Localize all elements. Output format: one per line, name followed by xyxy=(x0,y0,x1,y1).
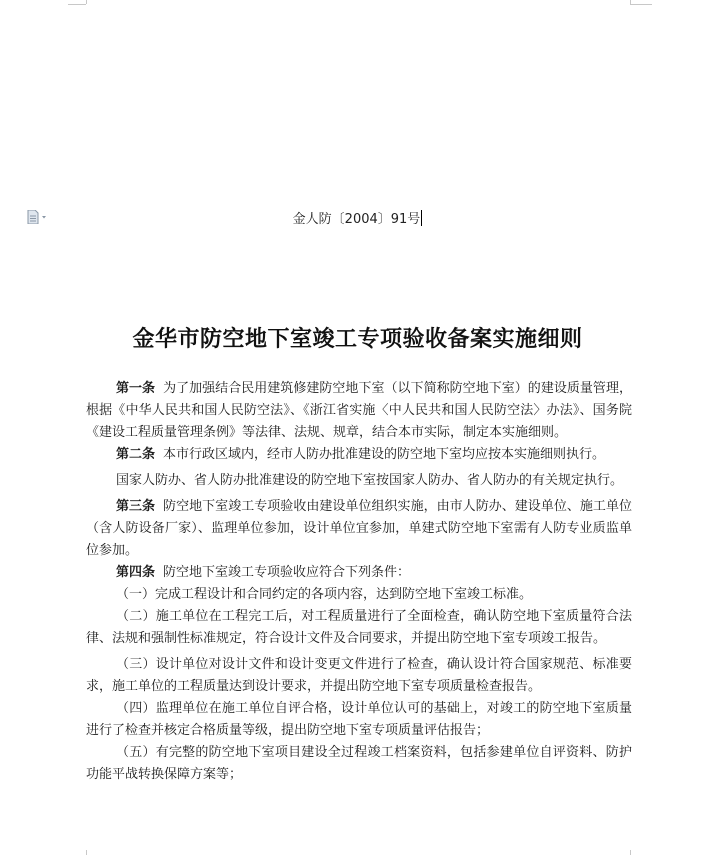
page-corner-mark xyxy=(630,4,652,5)
paragraph-text: 国家人防办、省人防办批准建设的防空地下室按国家人防办、省人防办的有关规定执行。 xyxy=(116,473,624,488)
paragraph-text: 防空地下室竣工专项验收应符合下列条件： xyxy=(163,565,411,580)
document-number: 金人防〔2004〕91号 xyxy=(292,212,421,227)
page-corner-mark xyxy=(68,4,86,5)
paragraph xyxy=(86,470,632,492)
paragraph xyxy=(86,698,632,742)
paragraph-text: （二）施工单位在工程完工后，对工程质量进行了全面检查，确认防空地下室质量符合法律、法规和强制性标准规定，符合设计文件及合同要求，并提出防空地下室专项竣工报告。 xyxy=(86,609,632,646)
paragraph-text: 本市行政区域内，经市人防办批准建设的防空地下室均应按本实施细则执行。 xyxy=(163,447,606,462)
paragraph xyxy=(86,742,632,786)
paragraph xyxy=(86,562,632,584)
document-body[interactable] xyxy=(86,378,632,786)
article-label: 第一条 xyxy=(116,381,156,396)
paragraph-text: 防空地下室竣工专项验收由建设单位组织实施，由市人防办、建设单位、施工单位（含人防设备厂家）、监理单位参加，设计单位宜参加，单建式防空地下室需有人防专业质监单位参加。 xyxy=(86,499,632,558)
paragraph xyxy=(86,496,632,562)
paragraph-text: （一）完成工程设计和合同约定的各项内容，达到防空地下室竣工标准。 xyxy=(116,587,533,602)
paragraph-text: （五）有完整的防空地下室项目建设全过程竣工档案资料，包括参建单位自评资料、防护功能平战转换保障方案等； xyxy=(86,745,632,782)
paragraph xyxy=(86,378,632,444)
text-cursor xyxy=(421,210,422,226)
paragraph xyxy=(86,584,632,606)
page-corner-mark xyxy=(630,850,649,855)
paragraph-text: 为了加强结合民用建筑修建防空地下室（以下简称防空地下室）的建设质量管理，根据《中华人民共和国人民防空法》、《浙江省实施〈中人民共和国人民防空法〉办法》、国务院《建设工程质量管理条例》等法律、法规、规章，结合本市实际，制定本实施细则。 xyxy=(86,381,632,440)
article-label: 第三条 xyxy=(116,499,156,514)
article-label: 第四条 xyxy=(116,565,156,580)
paragraph xyxy=(86,606,632,650)
document-number-line[interactable] xyxy=(0,208,715,227)
paragraph-text: （四）监理单位在施工单位自评合格，设计单位认可的基础上，对竣工的防空地下室质量进行了检查并核定合格质量等级，提出防空地下室专项质量评估报告； xyxy=(86,701,632,738)
document-title: 金华市防空地下室竣工专项验收备案实施细则 xyxy=(132,326,583,352)
page-corner-mark xyxy=(68,850,87,855)
paragraph-text: （三）设计单位对设计文件和设计变更文件进行了检查，确认设计符合国家规范、标准要求，施工单位的工程质量达到设计要求，并提出防空地下室专项质量检查报告。 xyxy=(86,657,632,694)
paragraph xyxy=(86,654,632,698)
paragraph xyxy=(86,444,632,466)
article-label: 第二条 xyxy=(116,447,156,462)
